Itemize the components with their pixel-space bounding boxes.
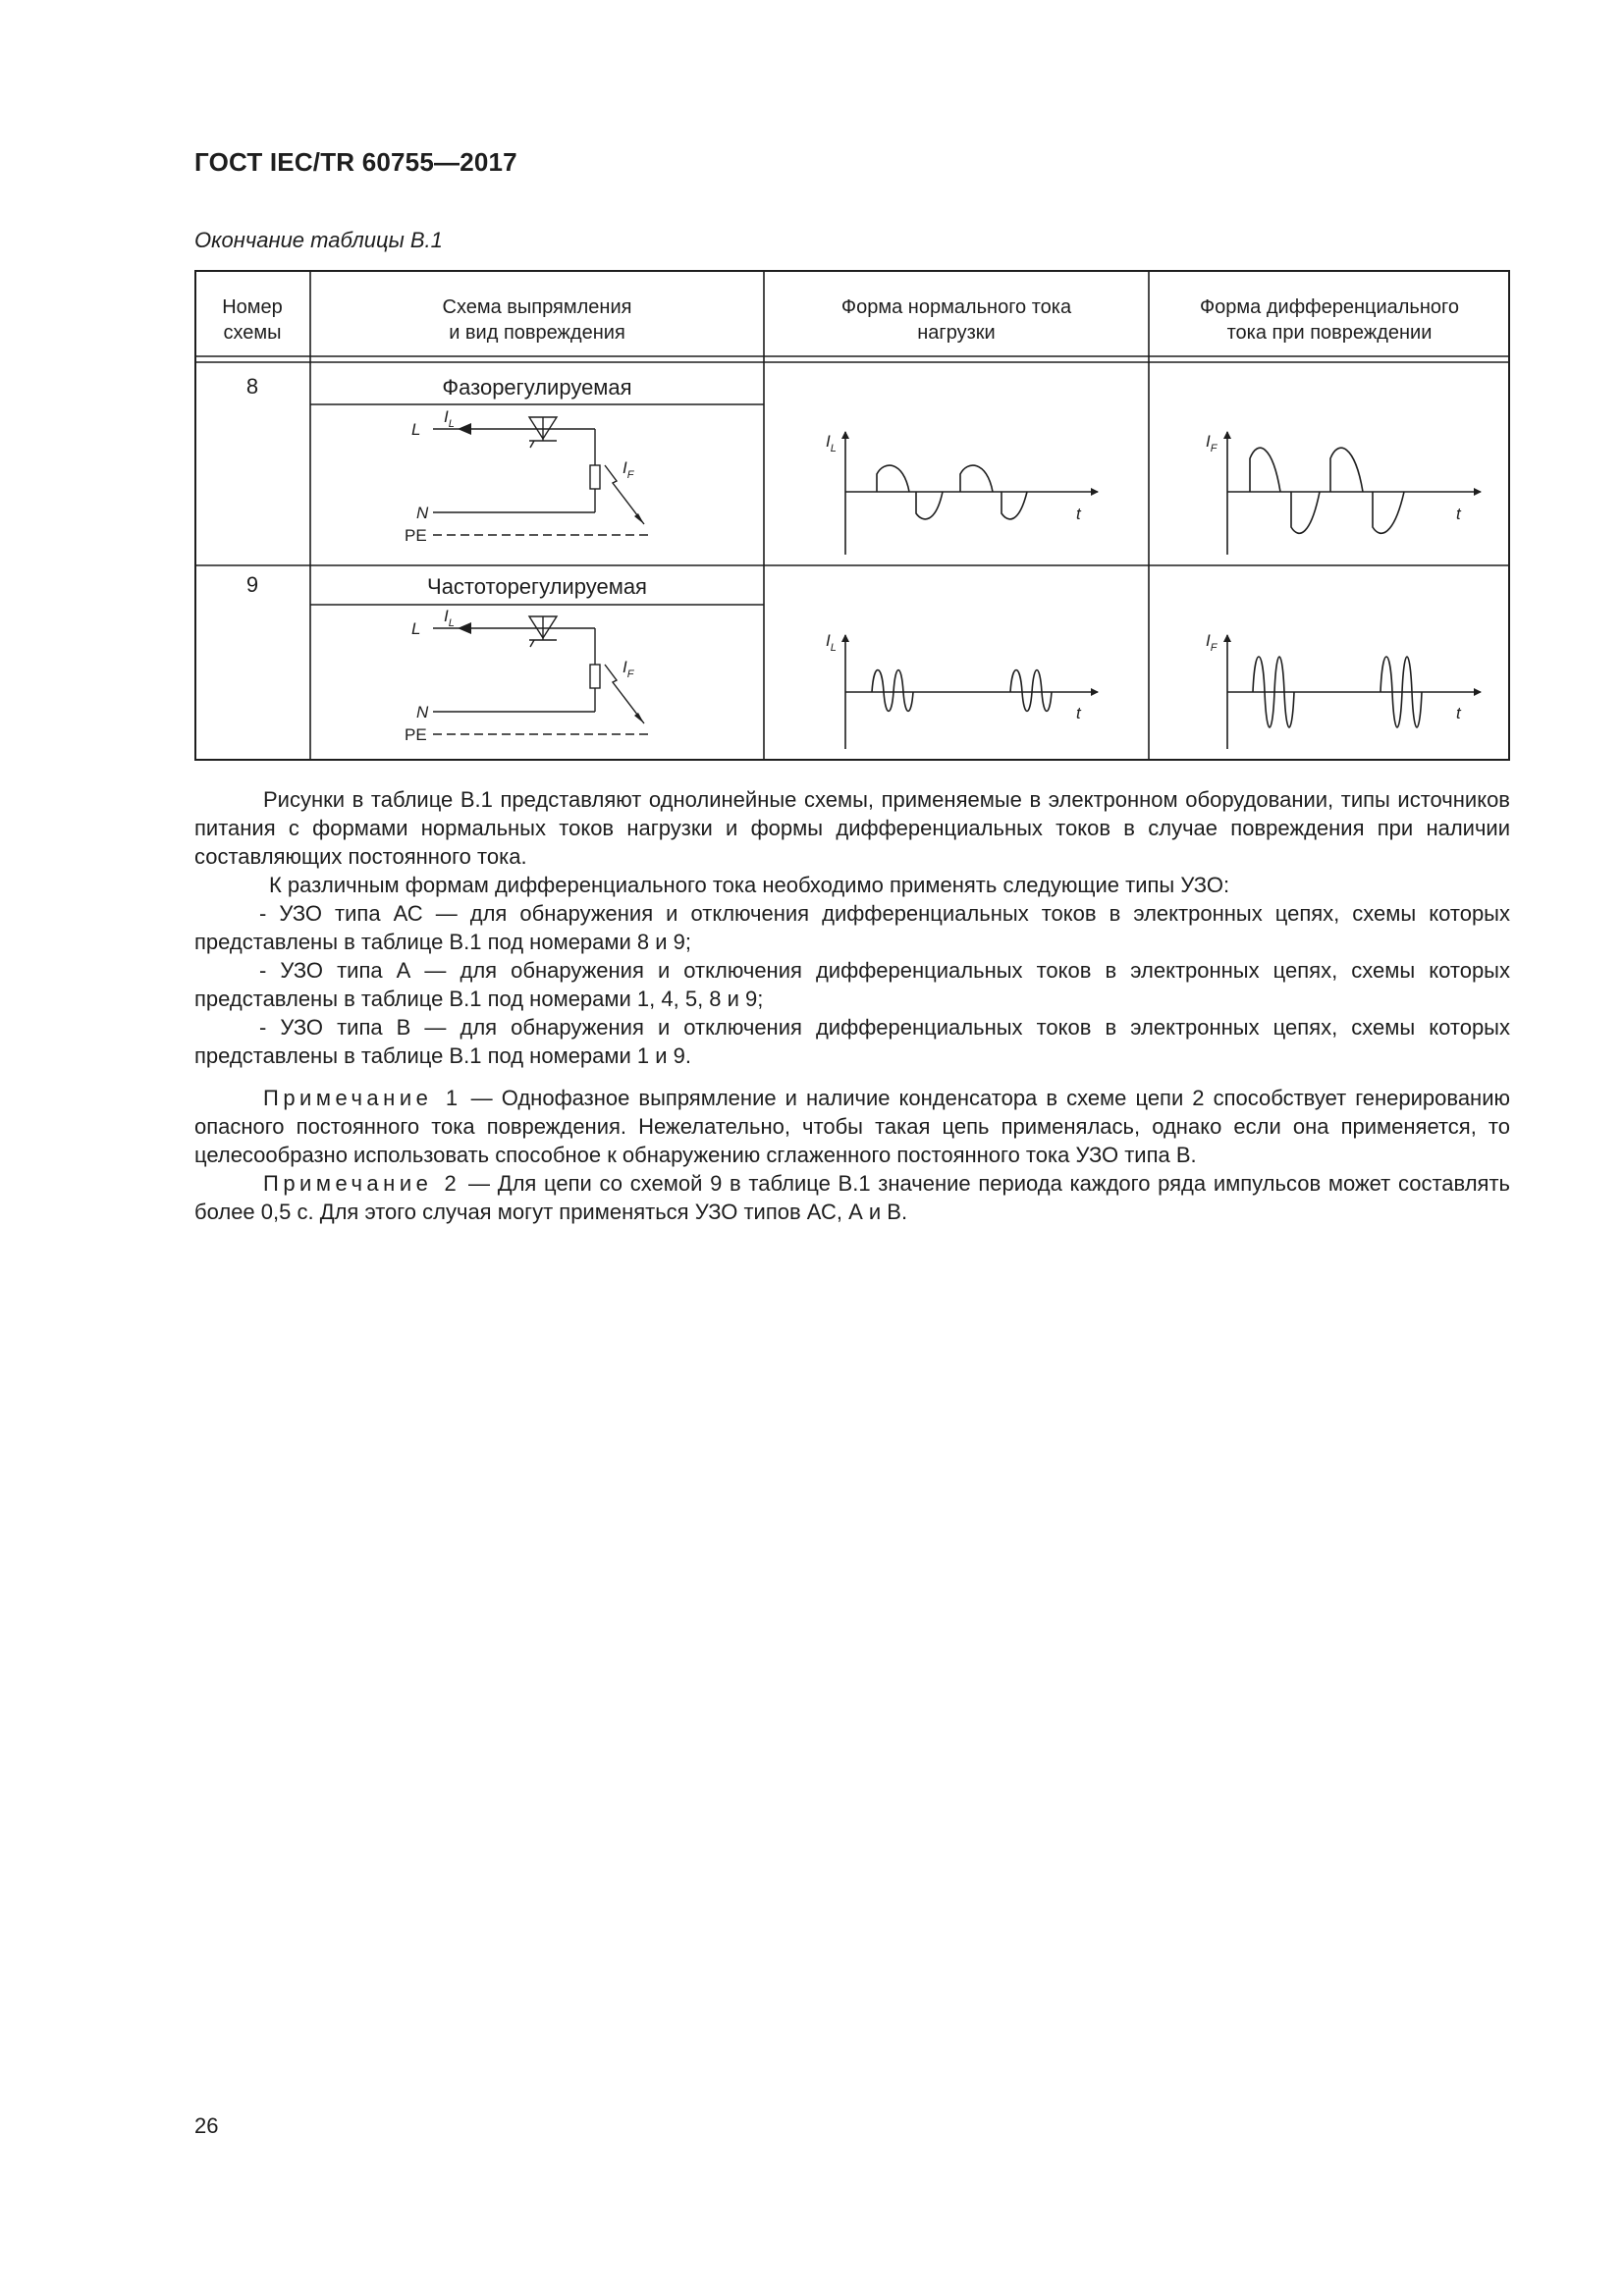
row9-normal-ylabel-main: I [826,631,831,650]
table-svg [194,270,1510,761]
row8-scheme-title: Фазорегулируемая [442,375,632,400]
row8-diff-ylabel-main: I [1206,432,1211,451]
row9-normal-ylabel-sub: L [830,642,837,654]
th-normal-line1: Форма нормального тока [840,296,1072,318]
row9-normal-curve-burst2 [1010,670,1052,712]
note-2-text: — Для цепи со схемой 9 в таблице В.1 значение периода каждого ряда импульсов может составлять более 0,5 с. Для этого случая могут применяться УЗО типов АС, А и В. [194,1171,1510,1224]
row9-number: 9 [245,572,259,597]
th-diff-line1: Форма дифференциального [1199,296,1460,318]
table-caption: Окончание таблицы В.1 [194,228,443,252]
paragraph-1: Рисунки в таблице В.1 представляют однолинейные схемы, применяемые в электронном оборудовании, типы источников питания с формами нормальных токов нагрузки и формы дифференциальных токов в случае повреждения при наличии составляющих постоянного тока. [194,787,1510,869]
row9-normal-ylabel [826,631,837,654]
paragraph-2: К различным формам дифференциального тока необходимо применять следующие типы УЗО: [269,873,1230,897]
row8-diff-curve [1250,448,1404,533]
table-b1 [194,270,1510,761]
note-2-label: Примечание 2 [263,1171,461,1196]
note-1-text: — Однофазное выпрямление и наличие конденсатора в схеме цепи 2 способствует генерированию опасного постоянного тока повреждения. Нежелательно, чтобы такая цепь применялась, однако если она применяется, то целесообразно использовать способное к обнаружению сглаженного постоянного тока УЗО типа В. [194,1086,1510,1167]
page-number: 26 [194,2113,219,2138]
row8-normal-ylabel [826,432,837,454]
note-1 [194,1084,1510,1169]
row8-label-IL-main: I [444,407,449,426]
row8-normal-xlabel: t [1076,505,1081,523]
row8-label-IF-sub: F [626,469,634,481]
th-diff-line2: тока при повреждении [1226,322,1433,344]
row9-circuit-diagram [405,607,649,744]
row8-label-N: N [416,504,429,522]
row8-diff-ylabel [1206,432,1218,454]
row8-label-IL [444,407,455,430]
list-item-b: - УЗО типа В — для обнаружения и отключения дифференциальных токов в электронных цепях, схемы которых представлены в таблице В.1 под номерами 1 и 9. [194,1015,1510,1068]
row9-label-IL [444,607,455,629]
row8-normal-ylabel-main: I [826,432,831,451]
row8-label-IF [623,458,635,481]
row9-label-IL-main: I [444,607,449,625]
row9-label-IF-main: I [623,658,627,676]
row8-diff-ylabel-sub: F [1210,443,1218,454]
row9-label-IF-sub: F [626,668,634,680]
row8-label-PE: PE [405,526,427,545]
row8-normal-ylabel-sub: L [830,443,837,454]
table-frame [195,271,1509,760]
row8-label-L: L [411,420,421,439]
th-normal-line2: нагрузки [917,322,996,344]
row9-diff-xlabel: t [1456,704,1461,722]
row9-label-IL-sub: L [448,617,455,629]
note-1-label: Примечание 1 [263,1086,462,1110]
row8-normal-waveform [845,432,1098,555]
row8-label-IL-sub: L [448,418,455,430]
row9-label-IF [623,658,635,680]
list-item-a: - УЗО типа А — для обнаружения и отключения дифференциальных токов в электронных цепях, схемы которых представлены в таблице В.1 под номерами 1, 4, 5, 8 и 9; [194,958,1510,1011]
row9-normal-curve-burst1 [872,670,913,712]
th-scheme-line2: и вид повреждения [449,322,625,344]
row9-label-L: L [411,619,421,638]
row9-label-N: N [416,703,429,721]
row9-diff-waveform [1227,635,1481,749]
row9-diff-ylabel-sub: F [1210,642,1218,654]
body-text [194,785,1510,1226]
document-header: ГОСТ IEC/TR 60755—2017 [194,147,517,177]
row9-scheme-title: Частоторегулируемая [427,574,647,599]
row8-circuit-diagram [405,407,649,545]
note-2 [194,1169,1510,1226]
th-number-line2: схемы [223,322,282,344]
row9-normal-xlabel: t [1076,704,1081,722]
th-scheme-line1: Схема выпрямления [442,296,632,318]
row9-diff-ylabel [1206,631,1218,654]
row8-diff-waveform [1227,432,1481,555]
row8-diff-xlabel: t [1456,505,1461,523]
row8-label-IF-main: I [623,458,627,477]
row9-diff-ylabel-main: I [1206,631,1211,650]
row9-normal-waveform [845,635,1098,749]
list-item-ac: - УЗО типа АС — для обнаружения и отключения дифференциальных токов в электронных цепях, схемы которых представлены в таблице В.1 под номерами 8 и 9; [194,901,1510,954]
row8-number: 8 [245,374,259,399]
row9-label-PE: PE [405,725,427,744]
th-number-line1: Номер [222,296,283,318]
